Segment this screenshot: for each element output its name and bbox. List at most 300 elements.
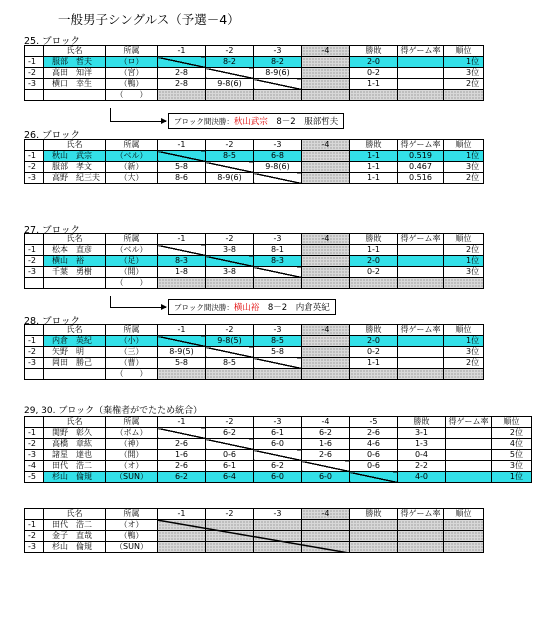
score-cell: [158, 369, 206, 380]
playoff-score: 8－2: [276, 117, 296, 127]
header-cell: -2: [206, 234, 254, 245]
win-loss: 1-1: [350, 245, 398, 256]
header-cell: -1: [158, 46, 206, 57]
header-cell: 所属: [106, 140, 158, 151]
score-cell: [302, 278, 350, 289]
table-row: [25, 151, 484, 162]
rank: 3位: [444, 267, 484, 278]
score-cell: [302, 336, 350, 347]
club-name: （SUN）: [106, 542, 158, 553]
block-25-table: [24, 45, 484, 101]
win-loss: 2-0: [350, 336, 398, 347]
score-cell: 5-8: [254, 347, 302, 358]
score-cell: 6-2: [254, 461, 302, 472]
score-cell: 5-8: [158, 358, 206, 369]
score-cell: [302, 369, 350, 380]
score-cell: [302, 162, 350, 173]
win-loss: [350, 278, 398, 289]
rank: 1位: [444, 256, 484, 267]
score-cell: [302, 347, 350, 358]
result-cell: [398, 531, 444, 542]
club-name: （SUN）: [106, 472, 158, 483]
win-loss: 1-1: [350, 162, 398, 173]
score-cell: [302, 173, 350, 184]
score-cell: [206, 278, 254, 289]
score-cell: 2-6: [158, 439, 206, 450]
header-cell: -1: [158, 325, 206, 336]
score-cell: [254, 369, 302, 380]
header-cell: -1: [158, 417, 206, 428]
header-cell: -2: [206, 140, 254, 151]
score-cell: 2-8: [158, 68, 206, 79]
header-cell: 所属: [106, 46, 158, 57]
score-cell: [302, 151, 350, 162]
score-cell: 8-3: [254, 256, 302, 267]
header-cell: 勝敗: [350, 46, 398, 57]
rank: 2位: [492, 428, 532, 439]
row-number: [25, 369, 44, 380]
club-name: （新）: [106, 162, 158, 173]
player-name: 高橋 章紘: [44, 439, 106, 450]
header-cell: -2: [206, 46, 254, 57]
club-name: （ボム）: [106, 428, 158, 439]
score-cell: 1-8: [158, 267, 206, 278]
block-27-title: 27. ブロック: [24, 225, 80, 236]
score-cell: [158, 151, 206, 162]
player-name: 田代 浩二: [44, 520, 106, 531]
score-cell: 5-8: [158, 162, 206, 173]
header-cell: -1: [158, 234, 206, 245]
header-corner-cell: [25, 140, 44, 151]
row-number: -4: [25, 461, 44, 472]
game-rate: 0.519: [398, 151, 444, 162]
row-number: [25, 278, 44, 289]
row-number: -1: [25, 151, 44, 162]
header-row: [25, 325, 484, 336]
player-name: 関野 彰久: [44, 428, 106, 439]
row-number: -3: [25, 267, 44, 278]
row-number: -2: [25, 68, 44, 79]
row-number: -2: [25, 439, 44, 450]
header-corner-cell: [25, 325, 44, 336]
header-corner-cell: [25, 417, 44, 428]
row-number: -1: [25, 428, 44, 439]
club-name: （宮）: [106, 68, 158, 79]
game-rate: [398, 336, 444, 347]
header-cell: 得ゲーム率: [398, 140, 444, 151]
club-name: （開）: [106, 267, 158, 278]
header-cell: 氏名: [44, 509, 106, 520]
table-row: [25, 90, 484, 101]
player-name: 高田 知洋: [44, 68, 106, 79]
rank: 3位: [444, 162, 484, 173]
row-number: -2: [25, 531, 44, 542]
page-title: 一般男子シングルス（予選－4）: [58, 12, 240, 27]
row-number: -2: [25, 256, 44, 267]
header-cell: 氏名: [44, 140, 106, 151]
score-cell: 8-9(5): [158, 347, 206, 358]
player-name: 服部 孝文: [44, 162, 106, 173]
player-name: 服部 哲夫: [44, 57, 106, 68]
header-cell: -4: [302, 234, 350, 245]
club-name: （ベル）: [106, 151, 158, 162]
row-number: -3: [25, 542, 44, 553]
club-name: （鴨）: [106, 531, 158, 542]
playoff-loser: 内倉英紀: [295, 303, 330, 313]
club-name: （神）: [106, 439, 158, 450]
win-loss: 2-2: [398, 461, 446, 472]
score-cell: [206, 347, 254, 358]
score-cell: [206, 369, 254, 380]
win-loss: 1-1: [350, 358, 398, 369]
score-cell: 3-8: [206, 245, 254, 256]
header-cell: -4: [302, 46, 350, 57]
header-cell: 得ゲーム率: [398, 325, 444, 336]
win-loss: 3-1: [398, 428, 446, 439]
score-cell: [206, 439, 254, 450]
player-name: 内倉 英紀: [44, 336, 106, 347]
score-cell: [206, 162, 254, 173]
row-number: -3: [25, 173, 44, 184]
row-number: -3: [25, 450, 44, 461]
playoff-label: ブロック間決勝：: [174, 303, 234, 312]
block-26-title: 26. ブロック: [24, 130, 80, 141]
score-cell: [206, 90, 254, 101]
playoff-label: ブロック間決勝：: [174, 117, 234, 126]
game-rate: [398, 267, 444, 278]
header-cell: -2: [206, 509, 254, 520]
score-cell: 6-0: [254, 439, 302, 450]
score-cell: 8-9(6): [206, 173, 254, 184]
header-cell: -3: [254, 46, 302, 57]
rank: 1位: [492, 472, 532, 483]
empty-block-diagonal: [157, 520, 349, 553]
score-cell: 0-6: [350, 450, 398, 461]
header-cell: 勝敗: [350, 325, 398, 336]
game-rate: [446, 428, 492, 439]
header-cell: 氏名: [44, 417, 106, 428]
score-cell: 6-0: [302, 472, 350, 483]
table-row: [25, 347, 484, 358]
score-cell: 9-8(5): [206, 336, 254, 347]
rank: 2位: [444, 358, 484, 369]
win-loss: 0-2: [350, 267, 398, 278]
rank: 2位: [444, 173, 484, 184]
header-cell: -5: [350, 417, 398, 428]
header-cell: -1: [158, 509, 206, 520]
rank: [444, 278, 484, 289]
club-name: （ベル）: [106, 245, 158, 256]
rank: 3位: [444, 68, 484, 79]
win-loss: [350, 90, 398, 101]
player-name: [44, 369, 106, 380]
win-loss: 1-1: [350, 151, 398, 162]
header-cell: -4: [302, 325, 350, 336]
score-cell: [206, 68, 254, 79]
header-cell: 順位: [444, 509, 484, 520]
win-loss: 0-2: [350, 68, 398, 79]
club-name: （ロ）: [106, 57, 158, 68]
block-27-table: [24, 233, 484, 289]
row-number: -1: [25, 245, 44, 256]
rank: 3位: [444, 347, 484, 358]
score-cell: [254, 278, 302, 289]
win-loss: 2-0: [350, 256, 398, 267]
table-row: [25, 428, 532, 439]
header-cell: -1: [158, 140, 206, 151]
score-cell: [302, 358, 350, 369]
arrow-icon: [110, 307, 166, 308]
score-cell: 6-2: [206, 428, 254, 439]
header-cell: 氏名: [44, 46, 106, 57]
row-number: -3: [25, 79, 44, 90]
player-name: 杉山 倫規: [44, 472, 106, 483]
playoff-score: 8－2: [267, 303, 288, 313]
header-cell: 順位: [444, 234, 484, 245]
header-cell: 勝敗: [350, 509, 398, 520]
score-cell: [206, 256, 254, 267]
header-corner-cell: [25, 46, 44, 57]
player-name: 高野 紀三夫: [44, 173, 106, 184]
header-cell: 勝敗: [350, 140, 398, 151]
header-cell: -3: [254, 234, 302, 245]
header-cell: -2: [206, 325, 254, 336]
player-name: 岡田 勝己: [44, 358, 106, 369]
player-name: 諸星 達也: [44, 450, 106, 461]
playoff-winner: 秋山武宗: [233, 117, 268, 127]
connector-line: [110, 296, 111, 307]
result-cell: [444, 542, 484, 553]
game-rate: [398, 57, 444, 68]
row-number: -1: [25, 336, 44, 347]
game-rate: [398, 278, 444, 289]
score-cell: 4-6: [350, 439, 398, 450]
table-row: [25, 245, 484, 256]
score-cell: [254, 90, 302, 101]
club-name: （曹）: [106, 358, 158, 369]
header-cell: -3: [254, 417, 302, 428]
score-cell: 3-8: [206, 267, 254, 278]
header-cell: -3: [254, 509, 302, 520]
score-cell: [254, 79, 302, 90]
score-cell: 6-8: [254, 151, 302, 162]
block-25-title: 25. ブロック: [24, 36, 80, 47]
win-loss: 0-2: [350, 347, 398, 358]
block-29-30-table: [24, 416, 532, 483]
playoff-loser: 服部哲夫: [304, 117, 339, 127]
score-cell: [254, 267, 302, 278]
connector-line: [110, 108, 111, 121]
player-name: 杉山 倫規: [44, 542, 106, 553]
table-row: [25, 461, 532, 472]
game-rate: [446, 472, 492, 483]
header-cell: 順位: [444, 140, 484, 151]
arrow-icon: [110, 121, 166, 122]
table-row: [25, 472, 532, 483]
block-28-title: 28. ブロック: [24, 316, 80, 327]
game-rate: 0.516: [398, 173, 444, 184]
header-row: [25, 509, 484, 520]
playoff-winner: 横山裕: [233, 303, 260, 313]
header-row: [25, 140, 484, 151]
header-cell: 所属: [106, 234, 158, 245]
win-loss: [350, 369, 398, 380]
score-cell: 8-1: [254, 245, 302, 256]
rank: [444, 90, 484, 101]
score-cell: [158, 90, 206, 101]
game-rate: [398, 79, 444, 90]
table-row: [25, 57, 484, 68]
score-cell: [158, 336, 206, 347]
player-name: 矢野 明: [44, 347, 106, 358]
game-rate: [398, 358, 444, 369]
row-number: -5: [25, 472, 44, 483]
score-cell: 9-8(6): [254, 162, 302, 173]
header-corner-cell: [25, 234, 44, 245]
row-number: [25, 90, 44, 101]
game-rate: 0.467: [398, 162, 444, 173]
table-row: [25, 450, 532, 461]
row-number: -3: [25, 358, 44, 369]
playoff-box-1: [168, 113, 344, 129]
score-cell: [302, 256, 350, 267]
score-cell: [350, 472, 398, 483]
header-cell: 得ゲーム率: [446, 417, 492, 428]
table-row: [25, 358, 484, 369]
rank: 1位: [444, 336, 484, 347]
rank: 4位: [492, 439, 532, 450]
table-row: [25, 267, 484, 278]
score-cell: 1-6: [158, 450, 206, 461]
club-name: （三）: [106, 347, 158, 358]
table-row: [25, 256, 484, 267]
score-cell: 0-6: [206, 450, 254, 461]
score-cell: 6-2: [158, 472, 206, 483]
score-cell: 6-1: [254, 428, 302, 439]
score-cell: 1-6: [302, 439, 350, 450]
header-cell: 得ゲーム率: [398, 234, 444, 245]
score-cell: 6-1: [206, 461, 254, 472]
rank: 2位: [444, 79, 484, 90]
block-29-30-title: 29, 30. ブロック（棄権者がでたため統合）: [24, 406, 203, 416]
header-cell: -2: [206, 417, 254, 428]
player-name: [44, 90, 106, 101]
header-cell: 勝敗: [398, 417, 446, 428]
table-row: [25, 173, 484, 184]
score-cell: 8-3: [158, 256, 206, 267]
club-name: （鴨）: [106, 79, 158, 90]
rank: 2位: [444, 245, 484, 256]
score-cell: 2-6: [302, 450, 350, 461]
rank: 1位: [444, 151, 484, 162]
row-number: -2: [25, 162, 44, 173]
player-name: 千葉 勇樹: [44, 267, 106, 278]
header-cell: 氏名: [44, 325, 106, 336]
player-name: 金子 直哉: [44, 531, 106, 542]
win-loss: 1-3: [398, 439, 446, 450]
header-row: [25, 46, 484, 57]
score-cell: 9-8(6): [206, 79, 254, 90]
game-rate: [398, 369, 444, 380]
win-loss: 0-4: [398, 450, 446, 461]
score-cell: [254, 173, 302, 184]
player-name: 田代 浩二: [44, 461, 106, 472]
club-name: （オ）: [106, 520, 158, 531]
header-cell: -3: [254, 325, 302, 336]
playoff-box-2: [168, 299, 336, 315]
score-cell: 8-2: [206, 57, 254, 68]
club-name: （ ）: [106, 90, 158, 101]
result-cell: [350, 531, 398, 542]
header-row: [25, 417, 532, 428]
score-cell: [158, 428, 206, 439]
score-cell: [302, 245, 350, 256]
header-cell: 所属: [106, 509, 158, 520]
row-number: -2: [25, 347, 44, 358]
score-cell: 2-6: [350, 428, 398, 439]
player-name: 秋山 武宗: [44, 151, 106, 162]
header-cell: 順位: [492, 417, 532, 428]
game-rate: [446, 439, 492, 450]
score-cell: [302, 267, 350, 278]
result-cell: [398, 542, 444, 553]
header-cell: 得ゲーム率: [398, 509, 444, 520]
header-cell: 所属: [106, 325, 158, 336]
header-cell: 所属: [106, 417, 158, 428]
player-name: 横山 裕: [44, 256, 106, 267]
game-rate: [398, 256, 444, 267]
header-row: [25, 234, 484, 245]
win-loss: 2-0: [350, 57, 398, 68]
result-cell: [444, 531, 484, 542]
score-cell: [302, 90, 350, 101]
header-cell: -4: [302, 140, 350, 151]
score-cell: [158, 245, 206, 256]
table-row: [25, 79, 484, 90]
rank: 3位: [492, 461, 532, 472]
table-row: [25, 162, 484, 173]
player-name: 松本 直彦: [44, 245, 106, 256]
game-rate: [398, 90, 444, 101]
rank: 5位: [492, 450, 532, 461]
score-cell: 0-6: [350, 461, 398, 472]
club-name: （オ）: [106, 461, 158, 472]
club-name: （小）: [106, 336, 158, 347]
header-cell: -4: [302, 417, 350, 428]
club-name: （大）: [106, 173, 158, 184]
score-cell: [302, 68, 350, 79]
score-cell: 8-9(6): [254, 68, 302, 79]
table-row: [25, 68, 484, 79]
score-cell: 2-6: [158, 461, 206, 472]
result-cell: [444, 520, 484, 531]
score-cell: [158, 57, 206, 68]
result-cell: [350, 520, 398, 531]
score-cell: 8-2: [254, 57, 302, 68]
score-cell: 6-4: [206, 472, 254, 483]
score-cell: 8-6: [158, 173, 206, 184]
block-26-table: [24, 139, 484, 184]
player-name: 横口 幸生: [44, 79, 106, 90]
result-cell: [398, 520, 444, 531]
score-cell: [254, 450, 302, 461]
game-rate: [446, 461, 492, 472]
game-rate: [398, 245, 444, 256]
table-row: [25, 439, 532, 450]
header-cell: 氏名: [44, 234, 106, 245]
score-cell: 8-5: [206, 151, 254, 162]
score-cell: 8-5: [206, 358, 254, 369]
